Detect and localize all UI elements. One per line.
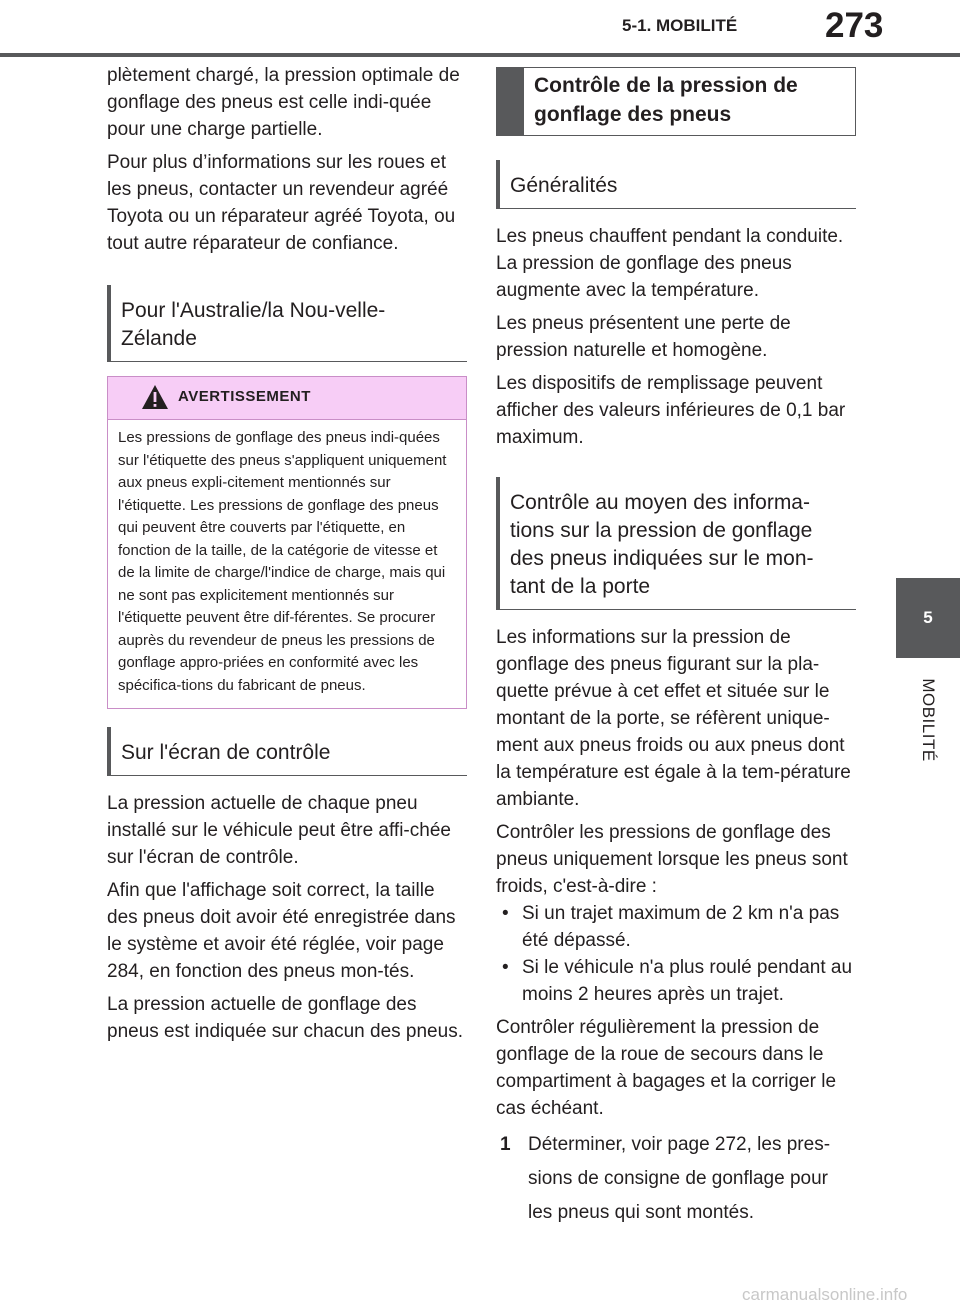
general-paragraph-2: Les pneus présentent une perte de pression naturelle et homogène. (496, 313, 791, 361)
warning-triangle-icon (141, 383, 169, 411)
section-title-box: Contrôle de la pression de gonflage des pneus (496, 67, 856, 136)
door-paragraph-1: Les informations sur la pression de gonflage des pneus figurant sur la pla-quette prévue à cet effet et située sur le montant de la porte, se réfèrent unique-ment aux pneus froids ou aux pneus dont la température est égale à la tem-pérature ambiante. (496, 627, 851, 810)
chapter-tab-number: 5 (896, 578, 960, 658)
right-column (496, 62, 856, 1230)
warning-header (108, 377, 466, 420)
watermark: carmanualsonline.info (742, 1285, 908, 1304)
heading-general: Généralités (496, 160, 856, 209)
step-number: 1 (500, 1134, 511, 1155)
list-item: • Si le véhicule n'a plus roulé pendant au moins 2 heures après un trajet. (496, 954, 856, 1008)
chapter-tab-label (896, 660, 960, 780)
left-column (107, 62, 467, 1051)
page-number: 273 (825, 6, 884, 45)
general-paragraph-3: Les dispositifs de remplissage peuvent afficher des valeurs inférieures de 0,1 bar maximum. (496, 373, 846, 448)
header-section-title: 5-1. MOBILITÉ (622, 16, 738, 35)
screen-paragraph-3: La pression actuelle de gonflage des pneus est indiquée sur chacun des pneus. (107, 994, 463, 1042)
step-1 (496, 1128, 856, 1230)
intro-paragraph-1: plètement chargé, la pression optimale de gonflage des pneus est celle indi-quée pour une charge partielle. (107, 65, 460, 140)
warning-box (107, 376, 467, 709)
chapter-tab-label-text: MOBILITÉ (919, 678, 938, 762)
door-paragraph-2: Contrôler les pressions de gonflage des pneus uniquement lorsque les pneus sont froids, c'est-à-dire : (496, 822, 848, 897)
header-rule (0, 53, 960, 57)
cold-tire-conditions (496, 900, 856, 1008)
heading-control-screen: Sur l'écran de contrôle (107, 727, 467, 776)
general-paragraph-1: Les pneus chauffent pendant la conduite. La pression de gonflage des pneus augmente avec la température. (496, 226, 844, 301)
heading-australia-nz: Pour l'Australie/la Nou-velle-Zélande (107, 285, 467, 362)
step-text: Déterminer, voir page 272, les pres-sions de consigne de gonflage pour les pneus qui sont montés. (528, 1134, 831, 1223)
list-item: • Si un trajet maximum de 2 km n'a pas été dépassé. (496, 900, 856, 954)
screen-paragraph-2: Afin que l'affichage soit correct, la taille des pneus doit avoir été enregistrée dans le système et avoir été réglée, voir page 284, en fonction des pneus mon-tés. (107, 880, 456, 982)
intro-paragraph-2: Pour plus d’informations sur les roues et les pneus, contacter un revendeur agréé Toyota ou un réparateur agréé Toyota, ou tout autre réparateur de confiance. (107, 152, 456, 254)
screen-paragraph-1: La pression actuelle de chaque pneu installé sur le véhicule peut être affi-chée sur l'écran de contrôle. (107, 793, 451, 868)
warning-title: AVERTISSEMENT (178, 388, 311, 405)
heading-door-pillar: Contrôle au moyen des informa-tions sur la pression de gonflage des pneus indiquées sur le mon-tant de la porte (496, 477, 856, 610)
warning-text: Les pressions de gonflage des pneus indi-quées sur l'étiquette des pneus s'appliquent uniquement aux pneus expli-citement mentionnés sur l'étiquette. Les pressions de gonflage des pneus qui peuvent être couverts par l'étiquette, en fonction de la taille, de la catégorie de vitesse et de la limite de charge/l'indice de charge, mais qui ne sont pas explicitement mentionnés sur l'étiquette peuvent être dif-férentes. Se procurer auprès du revendeur de pneus les pressions de gonflage appro-priées en conformité avec les spécifica-tions du fabricant de pneus. (118, 429, 447, 694)
door-paragraph-3: Contrôler régulièrement la pression de gonflage de la roue de secours dans le compartiment à bagages et la corriger le cas échéant. (496, 1017, 837, 1119)
